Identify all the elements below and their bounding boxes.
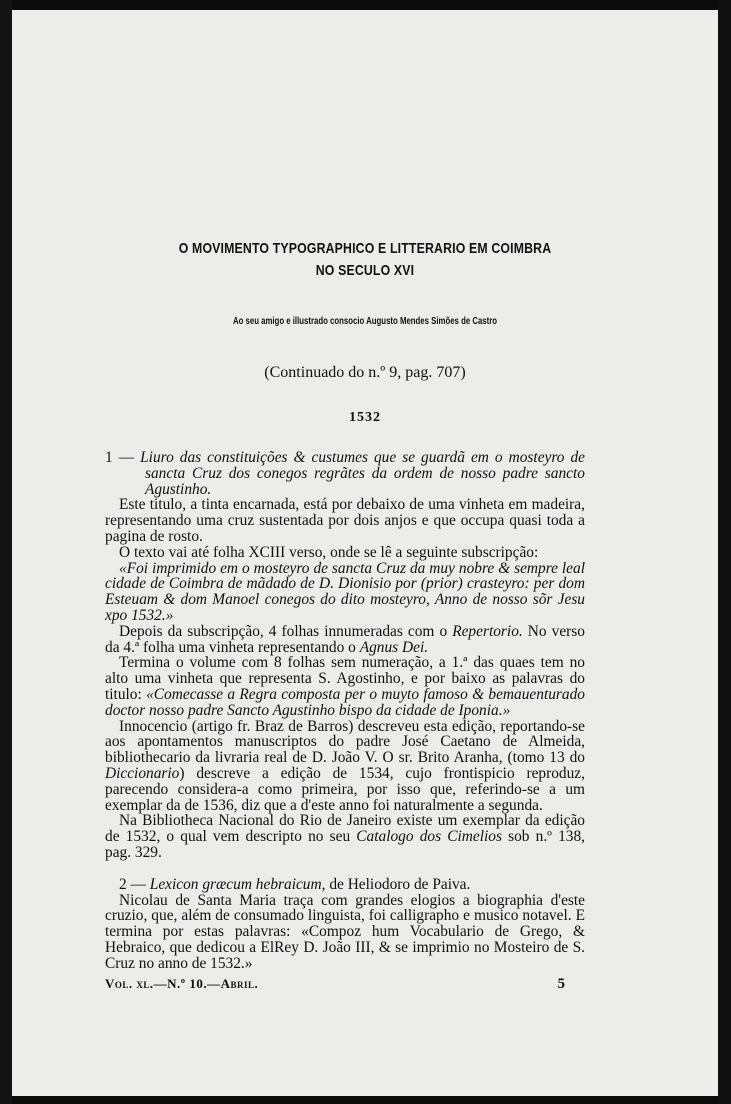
entry-2-number: 2 — [119, 875, 150, 893]
entry-2-paragraph: Nicolau de Santa Maria traça com grandes elogios a biographia d'este cruzio, que, além de consumado linguista, foi calligrapho e musico notavel. E termina por estas palavras: «Compoz hum Vocabulario de Grego, & Hebraico, que dedicou a ElRey D. João III, & se imprimio no Mosteiro de S. Cruz no anno de 1532.» [105, 891, 585, 972]
subscription-quote: «Foi imprimido em o mosteyro de sancta Cruz da muy nobre & sempre leal cidade de Coimbra de mãdado de D. Dionisio por (prior) crasteyro: per dom Esteuam & dom Manoel conegos do dito mosteyro, Anno de nosso sõr Jesu xpo 1532.» [105, 559, 585, 624]
continuation-note: (Continuado do n.º 9, pag. 707) [264, 364, 466, 381]
entry-1-paragraph [105, 719, 585, 814]
text-run: Depois da subscripção, 4 folhas innumeradas com o [119, 622, 453, 640]
text-run-italic: Catalogo dos Cimelios [356, 828, 502, 846]
scan-border-left [0, 0, 12, 1104]
entry-2-title [105, 877, 585, 893]
document-page [12, 10, 718, 1096]
entry-1-paragraph [105, 624, 585, 656]
section-year: 1532 [349, 410, 381, 425]
title-line-2: NO SECULO XVI [315, 262, 415, 279]
entry-1-title [105, 450, 585, 497]
entry-1-paragraph [105, 813, 585, 860]
volume-info: Vol. xl.—N.º 10.—Abril. [105, 976, 259, 991]
title-line-1: O MOVIMENTO TYPOGRAPHICO E LITTERARIO EM COIMBRA [178, 240, 552, 257]
scan-border-right [718, 0, 731, 1104]
page-footer [105, 976, 585, 992]
text-run-italic: Agnus Dei. [359, 638, 429, 656]
page-title [76, 238, 655, 282]
text-run: sob n.º 138, pag. 329. [105, 828, 586, 861]
text-run-italic: «Comecasse a Regra composta per o muyto famoso & bemauenturado doctor nosso padre Sancto Agustinho bispo da cidade de Iponia.» [105, 685, 586, 719]
text-run: No verso da 4.ª folha uma vinheta representando o [105, 622, 585, 656]
entry-1-paragraph: Este titulo, a tinta encarnada, está por debaixo de uma vinheta em madeira, representando uma cruz sustentada por dois anjos e que occupa quasi toda a pagina de rosto. [105, 496, 585, 545]
entry-2-title-text: Lexicon græcum hebraicum, [149, 875, 326, 893]
text-run: Termina o volume com 8 folhas sem numeração, a 1.ª das quaes tem no alto uma vinheta que representa S. Agostinho, e por baixo as palavras do titulo: [105, 654, 585, 703]
dedication: Ao seu amigo e illustrado consocio Augusto Mendes Simões de Castro [232, 316, 498, 327]
spacer [105, 861, 585, 877]
text-run: ) descreve a edição de 1534, cujo frontispicio reproduz, parecendo considera-a como primeira, por isso que, referindo-se a um exemplar da de 1536, diz que a d'este anno foi naturalmente a segunda. [105, 764, 585, 814]
article-body [105, 450, 585, 972]
text-run: Innocencio (artigo fr. Braz de Barros) descreveu esta edição, reportando-se aos apontamentos manuscriptos do padre José Caetano de Almeida, bibliothecario da livraria real de D. João V. O sr. Brito Aranha, (tomo 13 do [105, 717, 585, 767]
entry-1-paragraph [105, 655, 585, 718]
text-run-italic: Diccionario [105, 764, 180, 782]
entry-1-title-text: Liuro das constituições & custumes que se guardã em o mosteyro de sancta Cruz dos conegos regrãtes da ordem de nosso padre sancto Agustinho. [140, 449, 586, 498]
entry-1-number: 1 — [105, 449, 141, 466]
page-number: 5 [557, 976, 565, 992]
text-run-italic: Repertorio. [452, 622, 523, 640]
text-run: de Heliodoro de Paiva. [325, 875, 471, 893]
entry-1-paragraph: O texto vai até folha XCIII verso, onde se lê a seguinte subscripção: [119, 543, 539, 561]
entry-1-quote [105, 561, 585, 624]
text-run: Na Bibliotheca Nacional do Rio de Janeiro existe um exemplar da edição de 1532, o qual vem descripto no seu [105, 812, 585, 846]
